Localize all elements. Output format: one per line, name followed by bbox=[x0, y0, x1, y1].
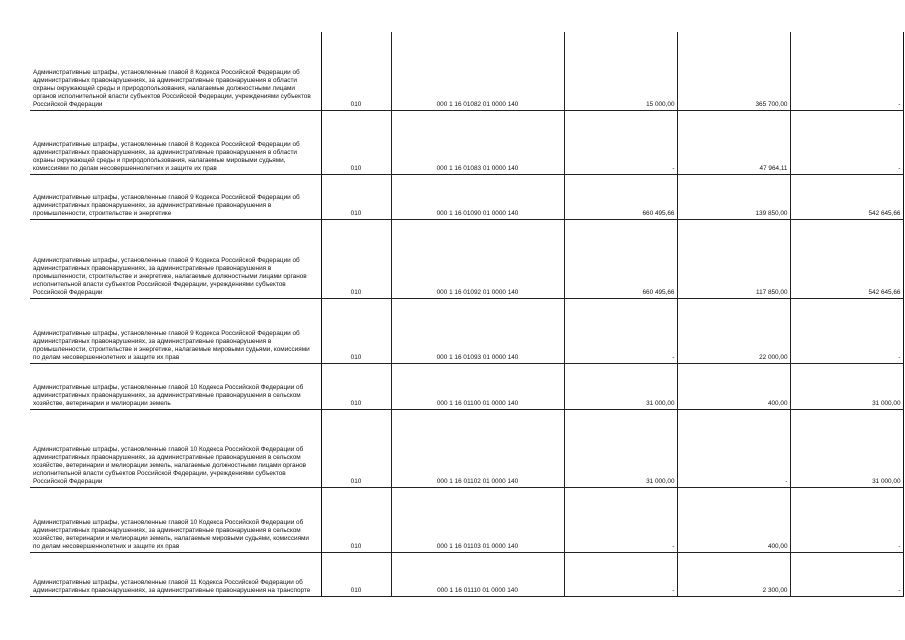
row-value-2: - bbox=[677, 409, 790, 487]
row-value-2: 22 000,00 bbox=[677, 298, 790, 363]
row-name: Административные штрафы, установленные главой 11 Кодекса Российской Федерации об административных правонарушениях, за административные правонарушения на транспорте bbox=[30, 552, 321, 596]
table-row bbox=[30, 552, 903, 596]
row-code: 010 bbox=[321, 32, 391, 110]
row-name: Административные штрафы, установленные главой 8 Кодекса Российской Федерации об административных правонарушениях, за административные правонарушения в области охраны окружающей среды и природопользования, налагаемые мировыми судьями, комиссиями по делам несовершеннолетних и защите их прав bbox=[30, 110, 321, 174]
row-name: Административные штрафы, установленные главой 9 Кодекса Российской Федерации об административных правонарушениях, за административные правонарушения в промышленности, строительстве и энергетике bbox=[30, 174, 321, 219]
table-row bbox=[30, 363, 903, 409]
row-value-3: 31 000,00 bbox=[790, 363, 903, 409]
row-code: 010 bbox=[321, 110, 391, 174]
row-name: Административные штрафы, установленные главой 9 Кодекса Российской Федерации об административных правонарушениях, за административные правонарушения в промышленности, строительстве и энергетике, налагаемые мировыми судьями, комиссиями по делам несовершеннолетних и защите их прав bbox=[30, 298, 321, 363]
row-value-2: 400,00 bbox=[677, 363, 790, 409]
row-value-1: - bbox=[564, 298, 677, 363]
row-code: 010 bbox=[321, 298, 391, 363]
table-row bbox=[30, 174, 903, 219]
row-value-2: 365 700,00 bbox=[677, 32, 790, 110]
row-kbk: 000 1 16 01100 01 0000 140 bbox=[391, 363, 564, 409]
row-kbk: 000 1 16 01082 01 0000 140 bbox=[391, 32, 564, 110]
row-value-3: - bbox=[790, 552, 903, 596]
row-value-1: 660 495,66 bbox=[564, 219, 677, 298]
fines-table bbox=[30, 32, 904, 597]
table-row bbox=[30, 298, 903, 363]
table-row bbox=[30, 32, 903, 110]
row-value-2: 2 300,00 bbox=[677, 552, 790, 596]
row-value-1: 660 495,66 bbox=[564, 174, 677, 219]
row-value-3: 542 645,66 bbox=[790, 219, 903, 298]
row-kbk: 000 1 16 01090 01 0000 140 bbox=[391, 174, 564, 219]
row-code: 010 bbox=[321, 174, 391, 219]
row-name: Административные штрафы, установленные главой 10 Кодекса Российской Федерации об административных правонарушениях, за административные правонарушения в сельском хозяйстве, ветеринарии и мелиорации земель, налагаемые должностными лицами органов исполнительной власти субъектов Российской Федерации, учреждениями субъектов Российской Федерации bbox=[30, 409, 321, 487]
row-code: 010 bbox=[321, 363, 391, 409]
row-value-3: 31 000,00 bbox=[790, 409, 903, 487]
row-value-3: 542 645,66 bbox=[790, 174, 903, 219]
row-value-1: - bbox=[564, 487, 677, 552]
row-value-1: 31 000,00 bbox=[564, 363, 677, 409]
row-kbk: 000 1 16 01102 01 0000 140 bbox=[391, 409, 564, 487]
table-row bbox=[30, 219, 903, 298]
row-value-3: - bbox=[790, 110, 903, 174]
table-row bbox=[30, 487, 903, 552]
row-kbk: 000 1 16 01092 01 0000 140 bbox=[391, 219, 564, 298]
row-kbk: 000 1 16 01110 01 0000 140 bbox=[391, 552, 564, 596]
row-value-3: - bbox=[790, 32, 903, 110]
row-code: 010 bbox=[321, 552, 391, 596]
row-name: Административные штрафы, установленные главой 9 Кодекса Российской Федерации об административных правонарушениях, за административные правонарушения в промышленности, строительстве и энергетике, налагаемые должностными лицами органов исполнительной власти субъектов Российской Федерации, учреждениями субъектов Российской Федерации bbox=[30, 219, 321, 298]
row-kbk: 000 1 16 01103 01 0000 140 bbox=[391, 487, 564, 552]
row-code: 010 bbox=[321, 487, 391, 552]
row-value-2: 400,00 bbox=[677, 487, 790, 552]
row-kbk: 000 1 16 01083 01 0000 140 bbox=[391, 110, 564, 174]
row-value-1: - bbox=[564, 110, 677, 174]
row-value-3: - bbox=[790, 298, 903, 363]
row-value-1: 31 000,00 bbox=[564, 409, 677, 487]
report-sheet bbox=[30, 32, 901, 597]
row-code: 010 bbox=[321, 219, 391, 298]
row-value-2: 117 850,00 bbox=[677, 219, 790, 298]
row-value-2: 47 964,11 bbox=[677, 110, 790, 174]
table-row bbox=[30, 110, 903, 174]
row-kbk: 000 1 16 01093 01 0000 140 bbox=[391, 298, 564, 363]
row-value-3: - bbox=[790, 487, 903, 552]
row-code: 010 bbox=[321, 409, 391, 487]
row-name: Административные штрафы, установленные главой 8 Кодекса Российской Федерации об административных правонарушениях, за административные правонарушения в области охраны окружающей среды и природопользования, налагаемые должностными лицами органов исполнительной власти субъектов Российской Федерации, учреждениями субъектов Российской Федерации bbox=[30, 32, 321, 110]
table-row bbox=[30, 409, 903, 487]
row-value-1: - bbox=[564, 552, 677, 596]
row-value-1: 15 000,00 bbox=[564, 32, 677, 110]
row-value-2: 139 850,00 bbox=[677, 174, 790, 219]
row-name: Административные штрафы, установленные главой 10 Кодекса Российской Федерации об административных правонарушениях, за административные правонарушения в сельском хозяйстве, ветеринарии и мелиорации земель bbox=[30, 363, 321, 409]
row-name: Административные штрафы, установленные главой 10 Кодекса Российской Федерации об административных правонарушениях, за административные правонарушения в сельском хозяйстве, ветеринарии и мелиорации земель, налагаемые мировыми судьями, комиссиями по делам несовершеннолетних и защите их прав bbox=[30, 487, 321, 552]
